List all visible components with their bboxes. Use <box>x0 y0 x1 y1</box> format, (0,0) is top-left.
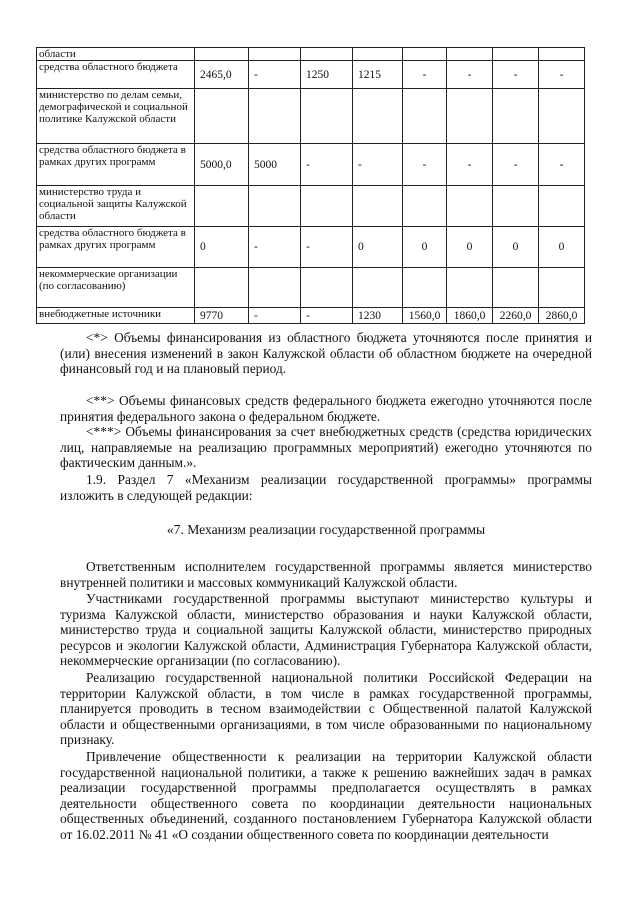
value-cell <box>539 268 585 308</box>
value-cell <box>539 89 585 144</box>
value-cell: 0 <box>195 227 249 268</box>
value-cell <box>493 48 539 61</box>
value-cell <box>301 48 353 61</box>
value-cell <box>249 268 301 308</box>
section-heading: «7. Механизм реализации государственной программы <box>166 522 486 537</box>
value-cell: - <box>249 227 301 268</box>
table-row <box>37 227 585 268</box>
value-cell: - <box>353 144 403 186</box>
value-cell: - <box>301 144 353 186</box>
value-cell: - <box>249 61 301 89</box>
value-cell <box>403 48 447 61</box>
row-label: внебюджетные источники <box>37 308 195 324</box>
value-cell <box>539 48 585 61</box>
value-cell: 1230 <box>353 308 403 324</box>
value-cell: - <box>301 227 353 268</box>
row-label: области <box>37 48 195 61</box>
value-cell <box>353 268 403 308</box>
paragraph-4: Привлечение общественности к реализации на территории Калужской области государственной национальной политики, а также к решению важнейших задач в рамках реализации государственной программы предполагается осуществлять в рамках деятельности общественного совета по координации деятельности национальных общественных объединений, созданного постановлением Губернатора Калужской области от 16.02.2011 № 41 «О создании общественного совета по координации деятельности <box>60 749 592 842</box>
value-cell <box>447 186 493 227</box>
value-cell <box>195 48 249 61</box>
row-label: некоммерческие организации (по согласованию) <box>37 268 195 308</box>
value-cell: 0 <box>447 227 493 268</box>
table-row <box>37 48 585 61</box>
value-cell: 2860,0 <box>539 308 585 324</box>
value-cell <box>353 186 403 227</box>
value-cell <box>539 186 585 227</box>
value-cell: 1860,0 <box>447 308 493 324</box>
value-cell <box>301 186 353 227</box>
footnote-2: <**> Объемы финансовых средств федерального бюджета ежегодно уточняются после принятия федерального закона о федеральном бюджете. <box>60 393 592 424</box>
value-cell <box>195 268 249 308</box>
value-cell <box>403 186 447 227</box>
value-cell <box>403 89 447 144</box>
value-cell: - <box>447 61 493 89</box>
value-cell: 0 <box>539 227 585 268</box>
value-cell: - <box>249 308 301 324</box>
value-cell: 0 <box>403 227 447 268</box>
value-cell: - <box>539 144 585 186</box>
table-row <box>37 308 585 324</box>
row-label: министерство труда и социальной защиты Калужской области <box>37 186 195 227</box>
value-cell <box>403 268 447 308</box>
value-cell: - <box>301 308 353 324</box>
footnote-1: <*> Объемы финансирования из областного бюджета уточняются после принятия и (или) внесения изменений в закон Калужской области об областном бюджете на очередной финансовый год и на плановый период. <box>60 330 592 377</box>
paragraph-3: Реализацию государственной национальной политики Российской Федерации на территории Калужской области, в том числе в рамках государственной программы, планируется проводить в тесном взаимодействии с Общественной палатой Калужской области и общественными организациями, в том числе образованными по национальному признаку. <box>60 670 592 748</box>
row-label: средства областного бюджета в рамках других программ <box>37 227 195 268</box>
value-cell <box>447 48 493 61</box>
row-label: министерство по делам семьи, демографической и социальной политике Калужской области <box>37 89 195 144</box>
value-cell: 1560,0 <box>403 308 447 324</box>
table-row <box>37 144 585 186</box>
value-cell: 0 <box>493 227 539 268</box>
financing-table <box>36 47 585 324</box>
value-cell <box>493 186 539 227</box>
value-cell: 1250 <box>301 61 353 89</box>
table-row <box>37 89 585 144</box>
value-cell: - <box>403 61 447 89</box>
value-cell: 9770 <box>195 308 249 324</box>
row-label: средства областного бюджета <box>37 61 195 89</box>
value-cell: 0 <box>353 227 403 268</box>
value-cell: - <box>403 144 447 186</box>
value-cell: 2465,0 <box>195 61 249 89</box>
table-row <box>37 268 585 308</box>
value-cell <box>447 268 493 308</box>
value-cell <box>353 89 403 144</box>
value-cell <box>301 89 353 144</box>
footnote-3: <***> Объемы финансирования за счет внебюджетных средств (средства юридических лиц, направляемые на реализацию программных мероприятий) ежегодно уточняются по фактическим данным.». <box>60 424 592 471</box>
value-cell: - <box>447 144 493 186</box>
row-label: средства областного бюджета в рамках других программ <box>37 144 195 186</box>
table-row <box>37 61 585 89</box>
value-cell: 5000 <box>249 144 301 186</box>
value-cell <box>301 268 353 308</box>
section-intro: 1.9. Раздел 7 «Механизм реализации государственной программы» программы изложить в следующей редакции: <box>60 472 592 503</box>
value-cell <box>195 186 249 227</box>
value-cell: 2260,0 <box>493 308 539 324</box>
value-cell: 5000,0 <box>195 144 249 186</box>
value-cell: - <box>493 61 539 89</box>
value-cell <box>249 48 301 61</box>
value-cell <box>249 186 301 227</box>
value-cell <box>493 268 539 308</box>
value-cell: 1215 <box>353 61 403 89</box>
value-cell <box>353 48 403 61</box>
value-cell <box>195 89 249 144</box>
value-cell: - <box>493 144 539 186</box>
value-cell <box>249 89 301 144</box>
value-cell <box>447 89 493 144</box>
paragraph-1: Ответственным исполнителем государственной программы является министерство внутренней политики и массовых коммуникаций Калужской области. <box>60 559 592 590</box>
table-row <box>37 186 585 227</box>
paragraph-2: Участниками государственной программы выступают министерство культуры и туризма Калужской области, министерство образования и науки Калужской области, министерство труда и социальной защиты Калужской области, министерство природных ресурсов и экологии Калужской области, Администрация Губернатора Калужской области, некоммерческие организации (по согласованию). <box>60 591 592 669</box>
value-cell: - <box>539 61 585 89</box>
value-cell <box>493 89 539 144</box>
